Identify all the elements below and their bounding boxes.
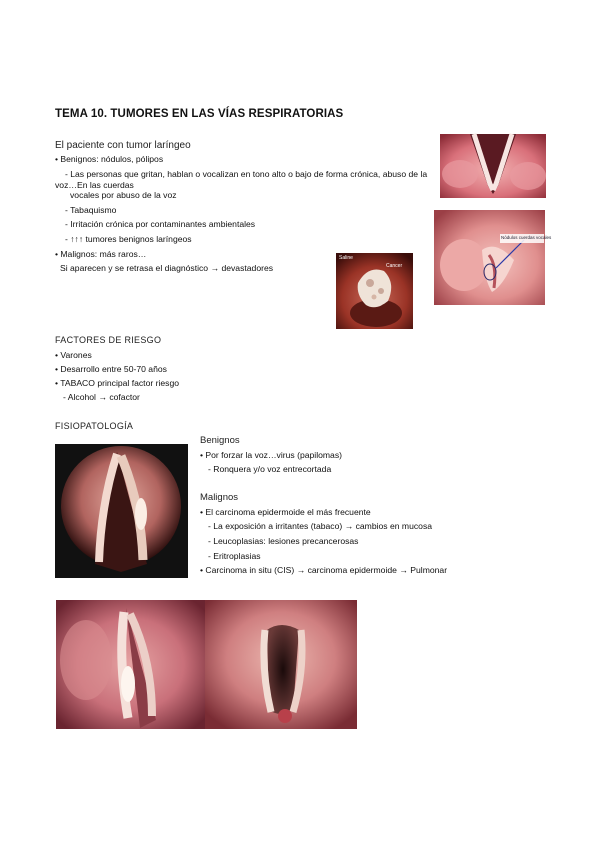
text-line: - Eritroplasias: [208, 551, 261, 561]
larynx-photo-cancer: [336, 253, 413, 329]
section-heading-risk-factors: FACTORES DE RIESGO: [55, 335, 162, 345]
text-line: vocales por abuso de la voz: [70, 190, 177, 200]
subheading-benign: Benignos: [200, 435, 240, 446]
larynx-photo-eritroplasia: [205, 600, 357, 729]
text-line: • Malignos: más raros…: [55, 249, 147, 259]
text-line: - Tabaquismo: [65, 205, 117, 215]
text-line: • Carcinoma in situ (CIS) → carcinoma epidermoide → Pulmonar: [200, 565, 448, 575]
text-line: - Ronquera y/o voz entrecortada: [208, 464, 332, 474]
text-line: • Desarrollo entre 50-70 años: [55, 364, 167, 374]
page-title: TEMA 10. TUMORES EN LAS VÍAS RESPIRATORIAS: [55, 108, 344, 120]
photo-tag: Saline: [339, 255, 353, 261]
text-line: • El carcinoma epidermoide el más frecuente: [200, 507, 371, 517]
text-line: • Benignos: nódulos, pólipos: [55, 154, 164, 164]
larynx-photo-leucoplasia: [56, 600, 205, 729]
subheading-malign: Malignos: [200, 492, 239, 503]
text-line: • Por forzar la voz…virus (papilomas): [200, 450, 342, 460]
text-line: • Varones: [55, 350, 92, 360]
larynx-photo-vocal-nodules: [434, 210, 552, 305]
section-heading-physiopathology: FISIOPATOLOGÍA: [55, 421, 134, 431]
text-line: • TABACO principal factor riesgo: [55, 378, 180, 388]
text-line: Si aparecen y se retrasa el diagnóstico → devastadores: [60, 263, 274, 273]
larynx-photo-nodules: [440, 134, 546, 198]
text-line: - Irritación crónica por contaminantes ambientales: [65, 219, 256, 229]
text-line: - La exposición a irritantes (tabaco) → cambios en mucosa: [208, 521, 433, 531]
photo-callout: Nódulos cuerdas vocales: [501, 235, 552, 240]
text-line: - Alcohol → cofactor: [63, 392, 140, 402]
larynx-photo-fisiopatologia: [55, 444, 188, 578]
text-line: - ↑↑↑ tumores benignos laríngeos: [65, 234, 192, 244]
text-line: - Leucoplasias: lesiones precancerosas: [208, 536, 359, 546]
photo-callout: Cancer: [386, 263, 403, 269]
text-line: - Las personas que gritan, hablan o vocalizan en tono alto o bajo de forma crónica, abuso de la voz…En las cuerdas: [55, 169, 428, 190]
section-heading-patient: El paciente con tumor laríngeo: [55, 140, 191, 151]
